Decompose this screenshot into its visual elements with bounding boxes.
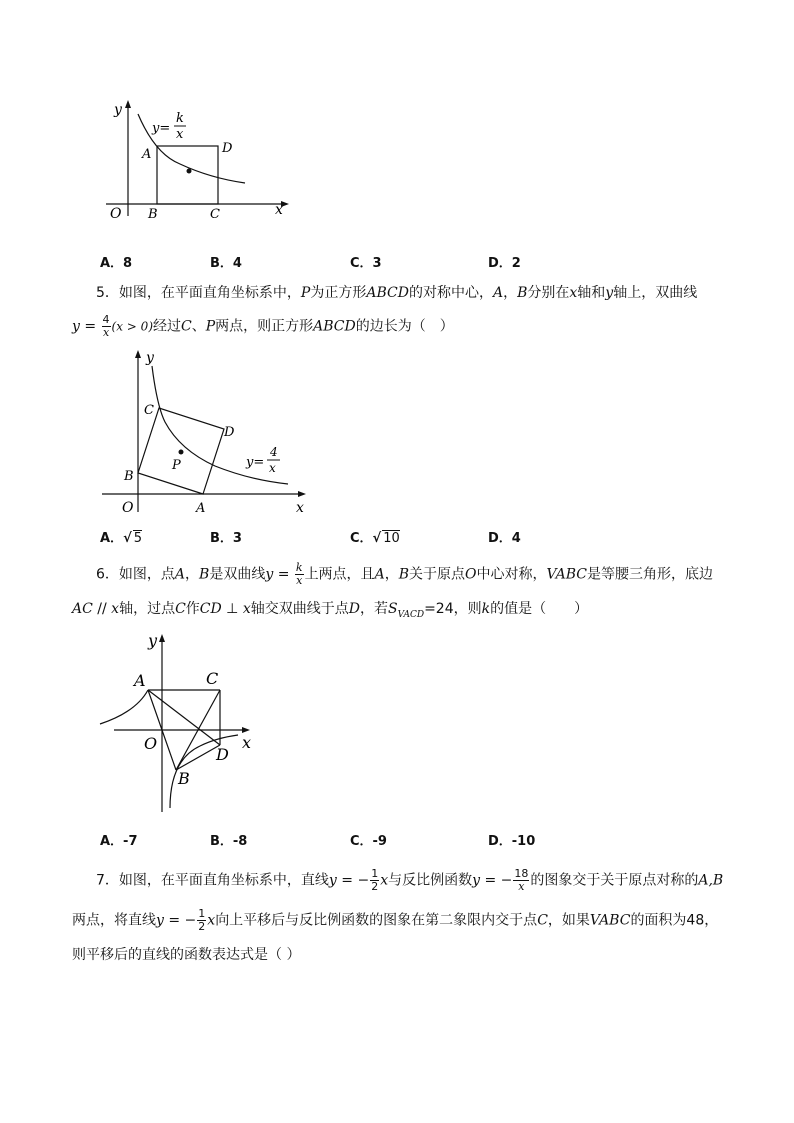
point-d-label: D — [224, 425, 235, 440]
point-a-label: A — [134, 671, 146, 690]
q5-option-d[interactable]: D．4 — [488, 531, 521, 546]
point-a-label: A — [196, 501, 206, 516]
point-b-label: B — [178, 769, 190, 788]
curve-den: x — [176, 127, 184, 142]
q6-option-a[interactable]: A．-7 — [100, 834, 138, 849]
point-c-label: C — [144, 403, 154, 418]
center-point — [187, 169, 192, 174]
q6-option-b[interactable]: B．-8 — [210, 834, 248, 849]
q5-text-line1: 5．如图，在平面直角坐标系中，P为正方形ABCD的对称中心，A，B分别在x轴和y轴上，双曲线 — [96, 285, 698, 301]
q5-option-a[interactable]: A．√ 5 — [100, 531, 143, 546]
q5-figure — [100, 344, 320, 516]
point-b-label: B — [124, 469, 134, 484]
q6-figure — [96, 628, 266, 814]
point-d-label: D — [216, 745, 229, 764]
q4-option-c[interactable]: C．3 — [350, 256, 382, 271]
y-axis-label: y — [146, 350, 154, 366]
q6-option-c[interactable]: C．-9 — [350, 834, 387, 849]
q6-option-d[interactable]: D．-10 — [488, 834, 536, 849]
curve-num: k — [176, 111, 184, 126]
curve-den: x — [269, 461, 276, 475]
hyperbola-branch-left — [100, 690, 148, 724]
curve-num: 4 — [270, 445, 278, 459]
q5-option-b[interactable]: B．3 — [210, 531, 242, 546]
point-p-label: P — [172, 458, 181, 473]
center-point-p — [179, 450, 184, 455]
q4-option-a[interactable]: A．8 — [100, 256, 133, 271]
y-axis-label: y — [148, 631, 158, 650]
q4-figure — [100, 96, 300, 226]
x-axis-label: x — [296, 500, 304, 516]
origin-label: O — [110, 206, 122, 222]
origin-label: O — [144, 734, 158, 753]
y-axis-label: y — [114, 102, 122, 118]
q7-text-line2: 两点，将直线y = − $\frac{1}{2}$ x向上平移后与反比例函数的图象在第二象限内交于点C，如果VABC的面积为48， — [72, 907, 719, 933]
q6-text-line1: 6．如图，点A，B是双曲线y = $\frac{k}{x}$ 上两点，且A，B关于原点O中心对称，VABC是等腰三角形，底边 — [96, 561, 713, 587]
curve-label: y= — [246, 455, 265, 470]
q5-option-c[interactable]: C．√ 10 — [350, 531, 400, 546]
q4-option-b[interactable]: B．4 — [210, 256, 242, 271]
curve-label: y= — [152, 121, 171, 136]
q7-text-line3: 则平移后的直线的函数表达式是（ ） — [72, 947, 301, 963]
q5-text-line2: y = $\frac{4}{x}$ (x > 0)经过C、P两点，则正方形ABCD的边长为（ ） — [72, 313, 454, 339]
point-d-label: D — [222, 141, 233, 156]
point-c-label: C — [210, 207, 220, 222]
origin-label: O — [122, 500, 134, 516]
point-c-label: C — [206, 669, 219, 688]
point-b-label: B — [148, 207, 158, 222]
x-axis-label: x — [275, 202, 283, 218]
q6-text-line2: AC // x轴，过点C作CD ⊥ x轴交双曲线于点D，若$S_{VACD}=24$，则k的值是（ ） — [72, 601, 589, 620]
point-a-label: A — [142, 147, 152, 162]
q7-text-line1: 7．如图，在平面直角坐标系中，直线y = − $\frac{1}{2}$ x与反比例函数y = − $\frac{18}{x}$ 的图象交于关于原点对称的A,B — [96, 867, 724, 893]
q4-option-d[interactable]: D．2 — [488, 256, 521, 271]
x-axis-label: x — [242, 733, 252, 752]
